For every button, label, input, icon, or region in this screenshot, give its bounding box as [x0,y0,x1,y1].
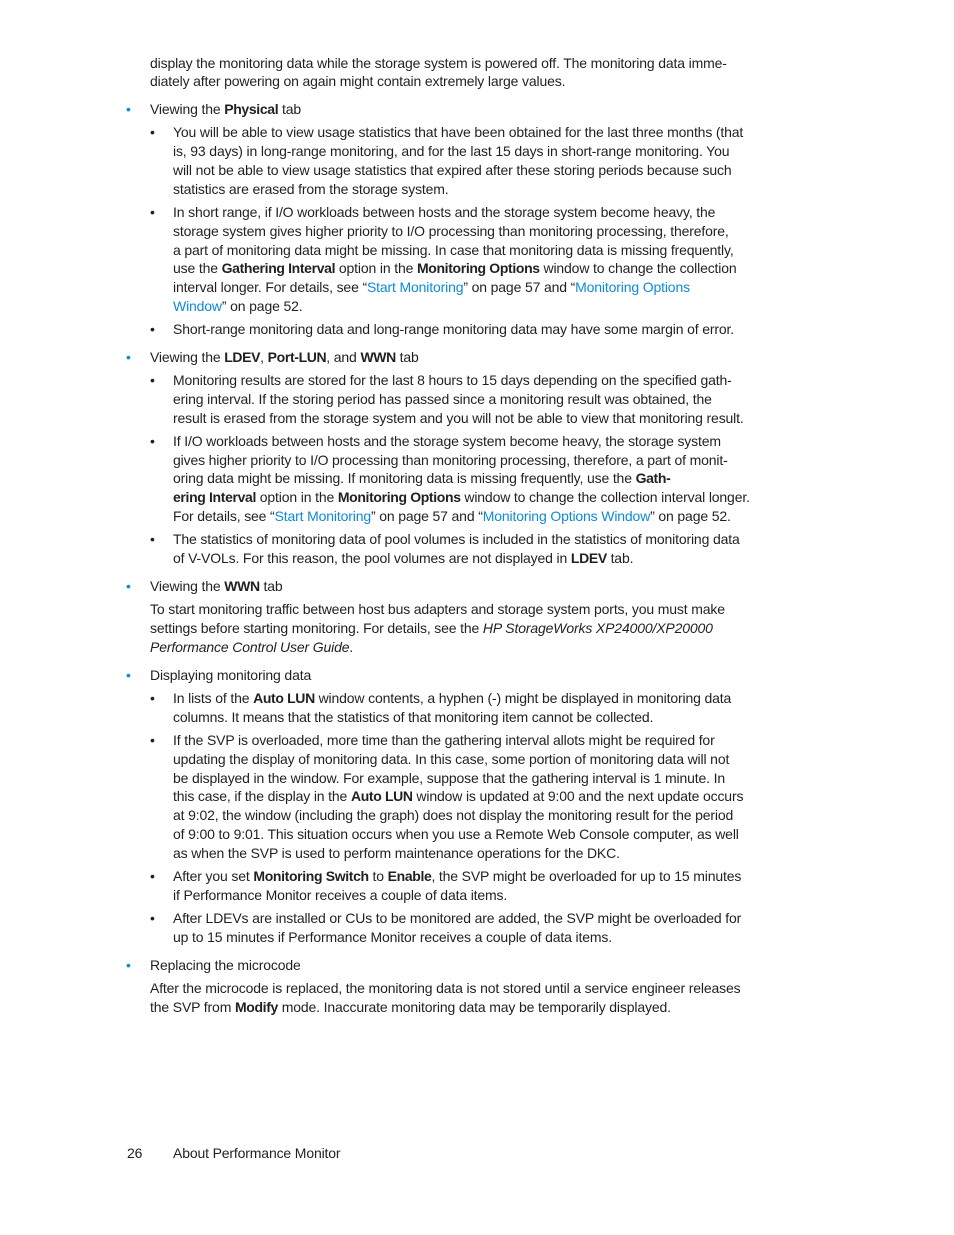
list-bullet: • [126,101,131,118]
text-line: be displayed in the window. For example, suppose that the gathering interval is 1 minute. In [173,769,725,786]
text-line: display the monitoring data while the storage system is powered off. The monitoring data imme- [150,54,727,71]
text-run: In lists of the [173,690,254,707]
text-run: this case, if the display in the [173,788,351,805]
bold-term: Enable [387,867,432,884]
document-title-reference: HP StorageWorks XP24000/XP20000 [482,620,713,637]
text-line: After LDEVs are installed or CUs to be monitored are added, the SVP might be overloaded for [173,909,742,926]
text-run: oring data might be missing. If monitoring data is missing frequently, use the [173,470,636,487]
text-line: Short-range monitoring data and long-range monitoring data may have some margin of error. [173,321,734,338]
list-bullet: • [150,909,155,926]
text-run: of V-VOLs. For this reason, the pool volumes are not displayed in [173,549,571,566]
text-run: mode. Inaccurate monitoring data may be temporarily displayed. [277,998,671,1015]
section-viewing-physical-tab [0,100,954,339]
text-line [150,998,954,1017]
text-run: Replacing the microcode [150,956,301,973]
bold-term: Physical [224,101,279,118]
section-paragraph [0,600,954,657]
sub-bullet-item [0,689,954,727]
cross-reference-link[interactable]: Monitoring Options Window [482,508,651,525]
section-heading [0,577,954,596]
sub-bullet-item [0,530,954,568]
section-heading [0,666,954,685]
text-run: interval longer. For details, see “ [173,279,367,296]
section-paragraph [0,979,954,1017]
text-line: To start monitoring traffic between host bus adapters and storage system ports, you must make [150,601,725,618]
list-bullet: • [126,667,131,684]
list-bullet: • [150,321,155,338]
text-line: statistics are erased from the storage system. [173,180,449,197]
text-run: Viewing the [150,101,225,118]
text-run: window contents, a hyphen (-) might be displayed in monitoring data [314,690,732,707]
list-bullet: • [150,731,155,748]
text-line: updating the display of monitoring data. In this case, some portion of monitoring data will not [173,750,730,767]
text-line: You will be able to view usage statistics that have been obtained for the last three months (that [173,124,744,141]
intro-paragraph [0,54,954,92]
text-line [173,787,954,806]
text-line: If I/O workloads between hosts and the storage system become heavy, the storage system [173,432,721,449]
page-footer [0,1144,954,1163]
text-run: Displaying monitoring data [150,667,312,684]
text-run: , [260,349,268,366]
sub-bullet-item [0,203,954,316]
document-page [0,54,954,1017]
sub-bullet-item [0,432,954,526]
text-line: storage system gives higher priority to I/O processing than monitoring processing, therefore, [173,222,729,239]
text-line: diately after powering on again might contain extremely large values. [150,73,566,90]
sub-bullet-item [0,731,954,863]
list-bullet: • [150,432,155,449]
sub-bullet-item [0,320,954,339]
sub-bullet-item [0,909,954,947]
text-line: columns. It means that the statistics of that monitoring item cannot be collected. [173,708,654,725]
text-line: at 9:02, the window (including the graph) does not display the monitoring result for the period [173,807,734,824]
bold-term: Gathering Interval [221,260,336,277]
bold-term: WWN [224,577,260,594]
text-run: . [349,639,354,656]
footer-page-number: 26 [127,1144,143,1161]
text-line [150,619,954,638]
sub-bullet-item [0,123,954,198]
bold-term: LDEV [224,349,261,366]
list-bullet: • [150,531,155,548]
list-bullet: • [126,349,131,366]
section-replacing-microcode [0,956,954,1017]
text-line: as when the SVP is used to perform maintenance operations for the DKC. [173,844,620,861]
section-displaying-monitoring-data [0,666,954,946]
text-line: ering interval. If the storing period has passed since a monitoring result was obtained, the [173,390,712,407]
text-run: to [368,867,388,884]
list-bullet: • [126,956,131,973]
cross-reference-link[interactable]: Start Monitoring [274,508,371,525]
text-run: ” on page 57 and “ [463,279,576,296]
text-run: the SVP from [150,998,235,1015]
section-heading [0,956,954,975]
list-bullet: • [150,690,155,707]
text-line [173,259,954,278]
text-line [150,638,954,657]
text-line [173,867,954,886]
text-line [173,488,954,507]
text-run: tab. [606,549,634,566]
bold-term: Monitoring Options [416,260,540,277]
text-run: ” on page 57 and “ [370,508,483,525]
bold-term: Port-LUN [267,349,327,366]
list-bullet: • [150,124,155,141]
text-line: gives higher priority to I/O processing than monitoring processing, therefore, a part of monit- [173,451,728,468]
text-line [173,469,954,488]
text-run: Viewing the [150,349,225,366]
bold-term: ering Interval [173,489,257,506]
text-line [173,278,954,297]
text-run: use the [173,260,222,277]
cross-reference-link[interactable]: Window [173,298,222,315]
text-line [173,297,954,316]
text-line: Monitoring results are stored for the last 8 hours to 15 days depending on the specified gath- [173,372,732,389]
text-line: In short range, if I/O workloads between hosts and the storage system become heavy, the [173,203,716,220]
bold-term: Monitoring Options [337,489,461,506]
bold-term: Auto LUN [350,788,413,805]
text-run: option in the [256,489,338,506]
text-run: For details, see “ [173,508,275,525]
bold-term: Modify [234,998,278,1015]
text-run: ” on page 52. [221,298,303,315]
text-line: is, 93 days) in long-range monitoring, and for the last 15 days in short-range monitoring. You [173,143,730,160]
text-line: If the SVP is overloaded, more time than the gathering interval allots might be required for [173,731,715,748]
text-line: up to 15 minutes if Performance Monitor receives a couple of data items. [173,928,612,945]
bold-term: WWN [360,349,396,366]
list-bullet: • [150,372,155,389]
text-line: of 9:00 to 9:01. This situation occurs when you use a Remote Web Console computer, as well [173,826,739,843]
section-heading [0,348,954,367]
text-line: After the microcode is replaced, the monitoring data is not stored until a service engineer releases [150,980,741,997]
text-run: tab [278,101,301,118]
footer-chapter-title: About Performance Monitor [173,1144,341,1161]
text-run: tab [395,349,419,366]
text-line: a part of monitoring data might be missing. In case that monitoring data is missing frequently, [173,241,734,258]
text-line [173,689,954,708]
cross-reference-link[interactable]: Start Monitoring [366,279,464,296]
sub-bullet-item [0,371,954,428]
text-line [173,549,954,568]
text-line: result is erased from the storage system and you will not be able to view that monitoring result. [173,409,744,426]
document-title-reference: Performance Control User Guide [150,639,350,656]
text-run: window to change the collection interval longer. [460,489,750,506]
text-run: ” on page 52. [650,508,731,525]
list-bullet: • [150,867,155,884]
section-viewing-wwn-tab [0,577,954,657]
text-run: After you set [173,867,254,884]
list-bullet: • [126,577,131,594]
section-viewing-ldev-portlun-wwn-tab [0,348,954,568]
text-run: tab [259,577,283,594]
bold-term: Gath- [635,470,671,487]
text-line: if Performance Monitor receives a couple of data items. [173,886,508,903]
sub-bullet-item [0,867,954,905]
text-run: window to change the collection [539,260,737,277]
section-heading [0,100,954,119]
text-run: , the SVP might be overloaded for up to 15 minutes [431,867,742,884]
text-run: settings before starting monitoring. For details, see the [150,620,483,637]
text-line [173,507,954,526]
text-run: Viewing the [150,577,225,594]
text-run: option in the [335,260,417,277]
text-run: , and [326,349,361,366]
bold-term: LDEV [570,549,607,566]
list-bullet: • [150,203,155,220]
cross-reference-link[interactable]: Monitoring Options [575,279,690,296]
text-line: The statistics of monitoring data of pool volumes is included in the statistics of monitoring data [173,531,740,548]
bold-term: Auto LUN [253,690,315,707]
text-run: window is updated at 9:00 and the next update occurs [412,788,744,805]
text-line: will not be able to view usage statistics that expired after these storing periods because such [173,162,732,179]
bold-term: Monitoring Switch [253,867,369,884]
